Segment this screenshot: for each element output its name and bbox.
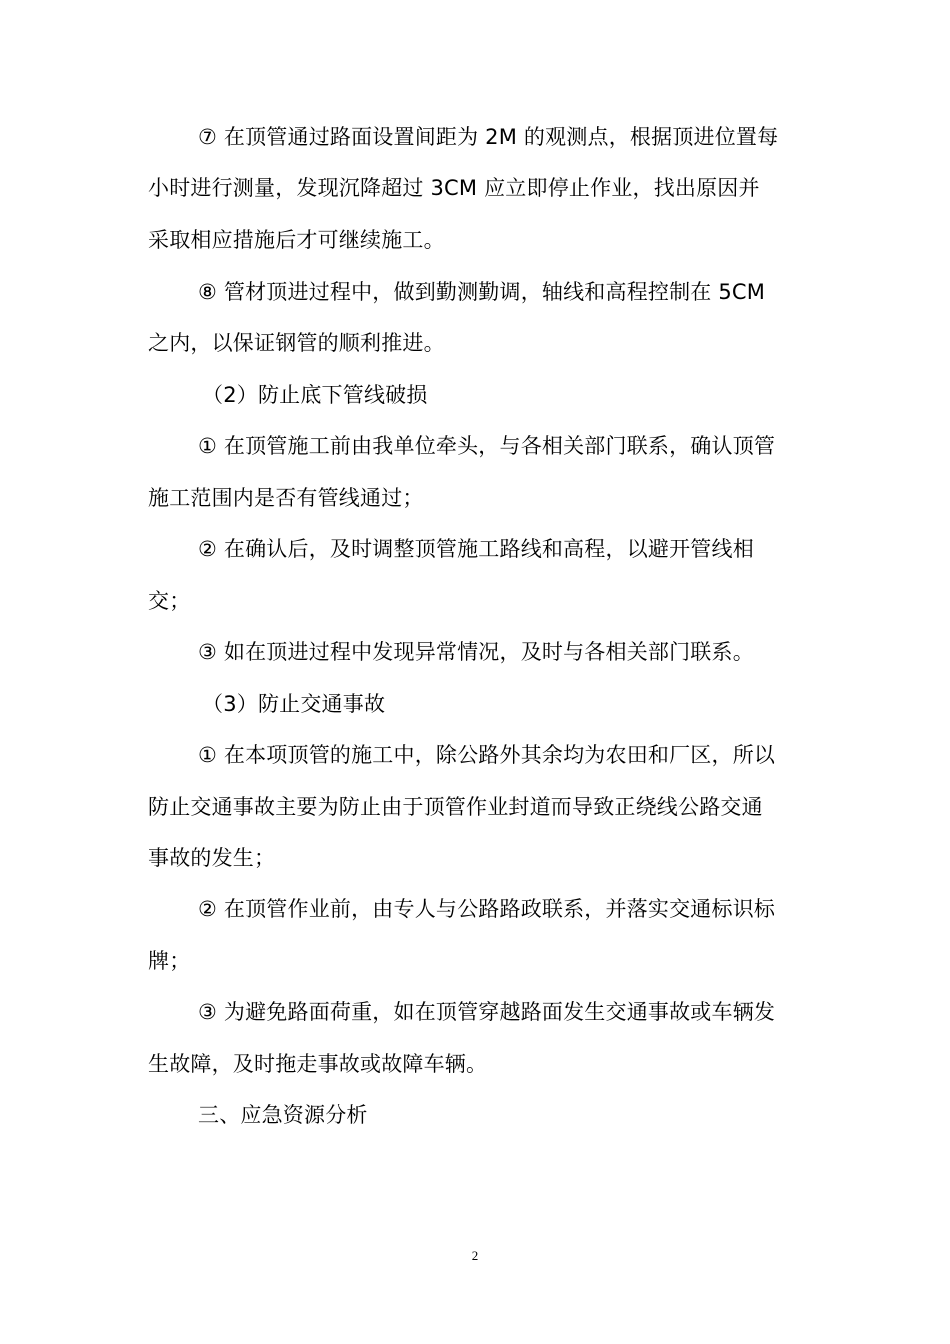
section-heading-3: （3）防止交通事故 (202, 692, 386, 716)
paragraph-2-1-line-2: 施工范围内是否有管线通过； (148, 486, 424, 510)
paragraph-8-line-1: ⑧ 管材顶进过程中，做到勤测勤调，轴线和高程控制在 5CM (198, 280, 766, 304)
paragraph-2-2-line-2: 交； (148, 589, 191, 613)
paragraph-3-1-line-1: ① 在本项顶管的施工中，除公路外其余均为农田和厂区，所以 (198, 743, 776, 767)
paragraph-2-2-line-1: ② 在确认后，及时调整顶管施工路线和高程，以避开管线相 (198, 537, 754, 561)
paragraph-8-line-2: 之内，以保证钢管的顺利推进。 (148, 331, 445, 355)
paragraph-3-1-line-3: 事故的发生； (148, 846, 276, 870)
page-number: 2 (471, 1248, 479, 1263)
paragraph-3-2-line-2: 牌； (148, 949, 191, 973)
paragraph-2-1-line-1: ① 在顶管施工前由我单位牵头，与各相关部门联系，确认顶管 (198, 434, 776, 458)
paragraph-7-line-3: 采取相应措施后才可继续施工。 (148, 228, 445, 252)
paragraph-7-line-1: ⑦ 在顶管通过路面设置间距为 2M 的观测点，根据顶进位置每 (198, 125, 779, 149)
section-heading-2: （2）防止底下管线破损 (202, 383, 428, 407)
paragraph-3-2-line-1: ② 在顶管作业前，由专人与公路路政联系，并落实交通标识标 (198, 897, 776, 921)
section-heading-three: 三、应急资源分析 (198, 1103, 368, 1127)
paragraph-7-line-2: 小时进行测量，发现沉降超过 3CM 应立即停止作业，找出原因并 (148, 176, 760, 200)
paragraph-3-3-line-2: 生故障，及时拖走事故或故障车辆。 (148, 1052, 488, 1076)
paragraph-2-3-line-1: ③ 如在顶进过程中发现异常情况，及时与各相关部门联系。 (198, 640, 754, 664)
paragraph-3-3-line-1: ③ 为避免路面荷重，如在顶管穿越路面发生交通事故或车辆发 (198, 1000, 776, 1024)
paragraph-3-1-line-2: 防止交通事故主要为防止由于顶管作业封道而导致正绕线公路交通 (148, 795, 763, 819)
